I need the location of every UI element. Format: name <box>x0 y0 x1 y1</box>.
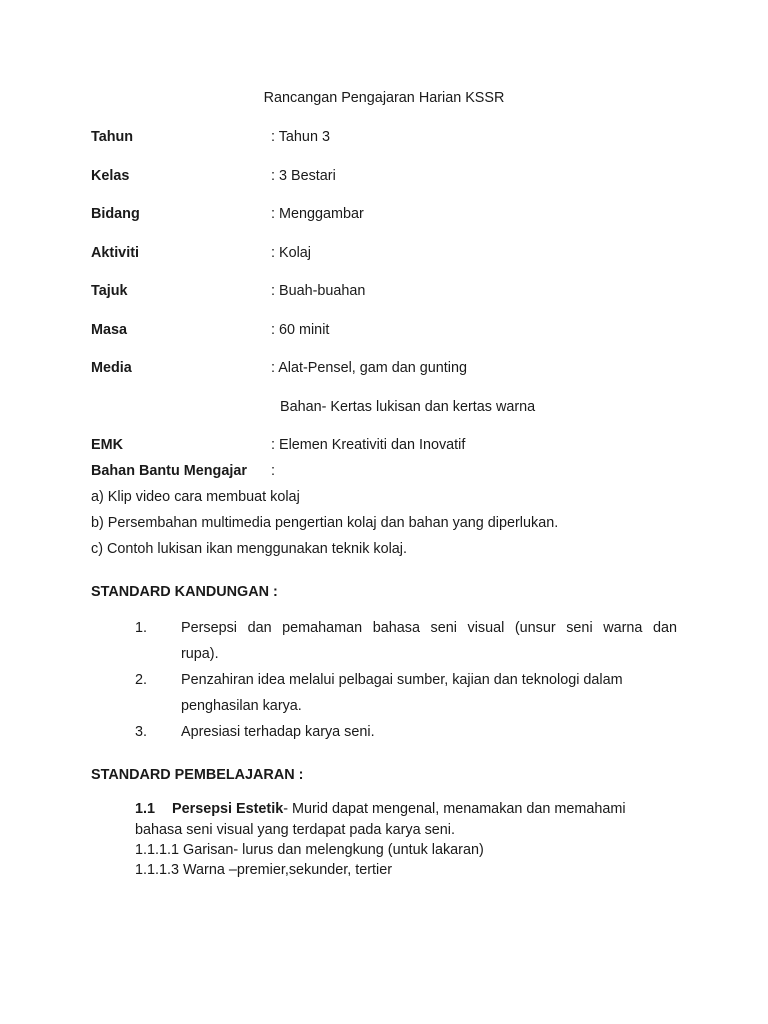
sk-item-3-line1: Apresiasi terhadap karya seni. <box>181 724 375 740</box>
sk-item-2-num: 2. <box>135 672 148 688</box>
sk-item-1-line1: Persepsi dan pemahaman bahasa seni visual (unsur seni warna dan <box>181 620 677 636</box>
sp-num: 1.1 <box>135 801 156 817</box>
field-value-aktiviti: : Kolaj <box>271 245 311 261</box>
sk-item-2-line1: Penzahiran idea melalui pelbagai sumber, kajian dan teknologi dalam <box>181 672 623 688</box>
sp-sub-2: 1.1.1.3 Warna –premier,sekunder, tertier <box>135 862 393 878</box>
document-title: Rancangan Pengajaran Harian KSSR <box>263 90 505 106</box>
sk-item-1-line2: rupa). <box>181 646 219 662</box>
sp-term: Persepsi Estetik <box>172 801 284 817</box>
field-value-tahun: : Tahun 3 <box>271 129 330 145</box>
bbm-item-b: b) Persembahan multimedia pengertian kolaj dan bahan yang diperlukan. <box>91 515 559 531</box>
sp-desc: - Murid dapat mengenal, menamakan dan memahami <box>283 801 626 817</box>
bbm-label: Bahan Bantu Mengajar <box>91 463 247 479</box>
field-label-media: Media <box>91 360 132 376</box>
field-label-bidang: Bidang <box>91 206 140 222</box>
sp-line-1 <box>135 802 626 816</box>
sk-item-2-line2: penghasilan karya. <box>181 698 302 714</box>
sk-item-3-num: 3. <box>135 724 148 740</box>
field-value-bidang: : Menggambar <box>271 206 364 222</box>
field-value-kelas: : 3 Bestari <box>271 168 336 184</box>
sk-item-1-num: 1. <box>135 620 148 636</box>
media-extra: Bahan- Kertas lukisan dan kertas warna <box>280 399 536 415</box>
field-label-aktiviti: Aktiviti <box>91 245 139 261</box>
field-label-kelas: Kelas <box>91 168 130 184</box>
sp-line-2: bahasa seni visual yang terdapat pada karya seni. <box>135 822 456 838</box>
bbm-item-a: a) Klip video cara membuat kolaj <box>91 489 300 505</box>
standard-kandungan-heading: STANDARD KANDUNGAN : <box>91 584 278 600</box>
bbm-item-c: c) Contoh lukisan ikan menggunakan teknik kolaj. <box>91 541 407 557</box>
field-value-emk: : Elemen Kreativiti dan Inovatif <box>271 437 466 453</box>
field-value-tajuk: : Buah-buahan <box>271 283 366 299</box>
sp-sub-1: 1.1.1.1 Garisan- lurus dan melengkung (untuk lakaran) <box>135 842 484 858</box>
field-value-media: : Alat-Pensel, gam dan gunting <box>271 360 468 376</box>
field-label-tajuk: Tajuk <box>91 283 128 299</box>
bbm-colon: : <box>271 463 275 479</box>
field-value-masa: : 60 minit <box>271 322 330 338</box>
field-label-emk: EMK <box>91 437 123 453</box>
standard-pembelajaran-heading: STANDARD PEMBELAJARAN : <box>91 767 304 783</box>
field-label-tahun: Tahun <box>91 129 134 145</box>
field-label-masa: Masa <box>91 322 127 338</box>
